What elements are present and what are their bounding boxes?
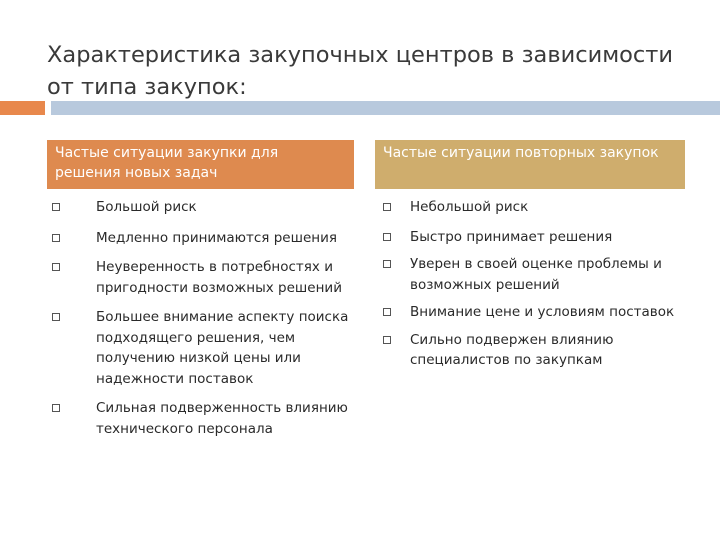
list-item: [383, 254, 688, 295]
left-column-header: Частые ситуации закупки для решения новых задач: [47, 140, 354, 189]
left-column-list: [52, 197, 352, 439]
list-item-text: Неуверенность в потребностях и пригодности возможных решений: [96, 259, 342, 296]
square-bullet-icon: [52, 313, 60, 321]
square-bullet-icon: [383, 336, 391, 344]
list-item: [383, 197, 688, 218]
square-bullet-icon: [52, 404, 60, 412]
list-item: [383, 302, 688, 323]
square-bullet-icon: [383, 308, 391, 316]
list-item: [52, 197, 352, 218]
list-item-text: Небольшой риск: [410, 199, 529, 215]
list-item-text: Сильная подверженность влиянию технического персонала: [96, 400, 348, 437]
square-bullet-icon: [383, 260, 391, 268]
list-item-text: Большее внимание аспекту поиска подходящего решения, чем получению низкой цены или надежности поставок: [96, 309, 349, 387]
accent-bar-blue: [51, 101, 720, 115]
list-item: [52, 257, 352, 298]
square-bullet-icon: [52, 203, 60, 211]
list-item-text: Внимание цене и условиям поставок: [410, 304, 675, 320]
list-item: [52, 398, 352, 439]
list-item: [52, 228, 352, 249]
list-item: [383, 227, 688, 248]
list-item-text: Уверен в своей оценке проблемы и возможных решений: [410, 256, 662, 293]
list-item-text: Сильно подвержен влиянию специалистов по закупкам: [410, 331, 614, 368]
list-item: [52, 307, 352, 389]
square-bullet-icon: [52, 263, 60, 271]
list-item: [383, 330, 688, 371]
accent-bar-orange: [0, 101, 45, 115]
list-item-text: Медленно принимаются решения: [96, 229, 337, 246]
square-bullet-icon: [52, 234, 60, 242]
square-bullet-icon: [383, 233, 391, 241]
square-bullet-icon: [383, 203, 391, 211]
list-item-text: Большой риск: [96, 199, 197, 215]
list-item-text: Быстро принимает решения: [410, 228, 613, 245]
slide-title: Характеристика закупочных центров в зависимости от типа закупок:: [47, 42, 674, 101]
right-column-list: [383, 197, 688, 371]
right-column-header: Частые ситуации повторных закупок: [375, 140, 685, 189]
